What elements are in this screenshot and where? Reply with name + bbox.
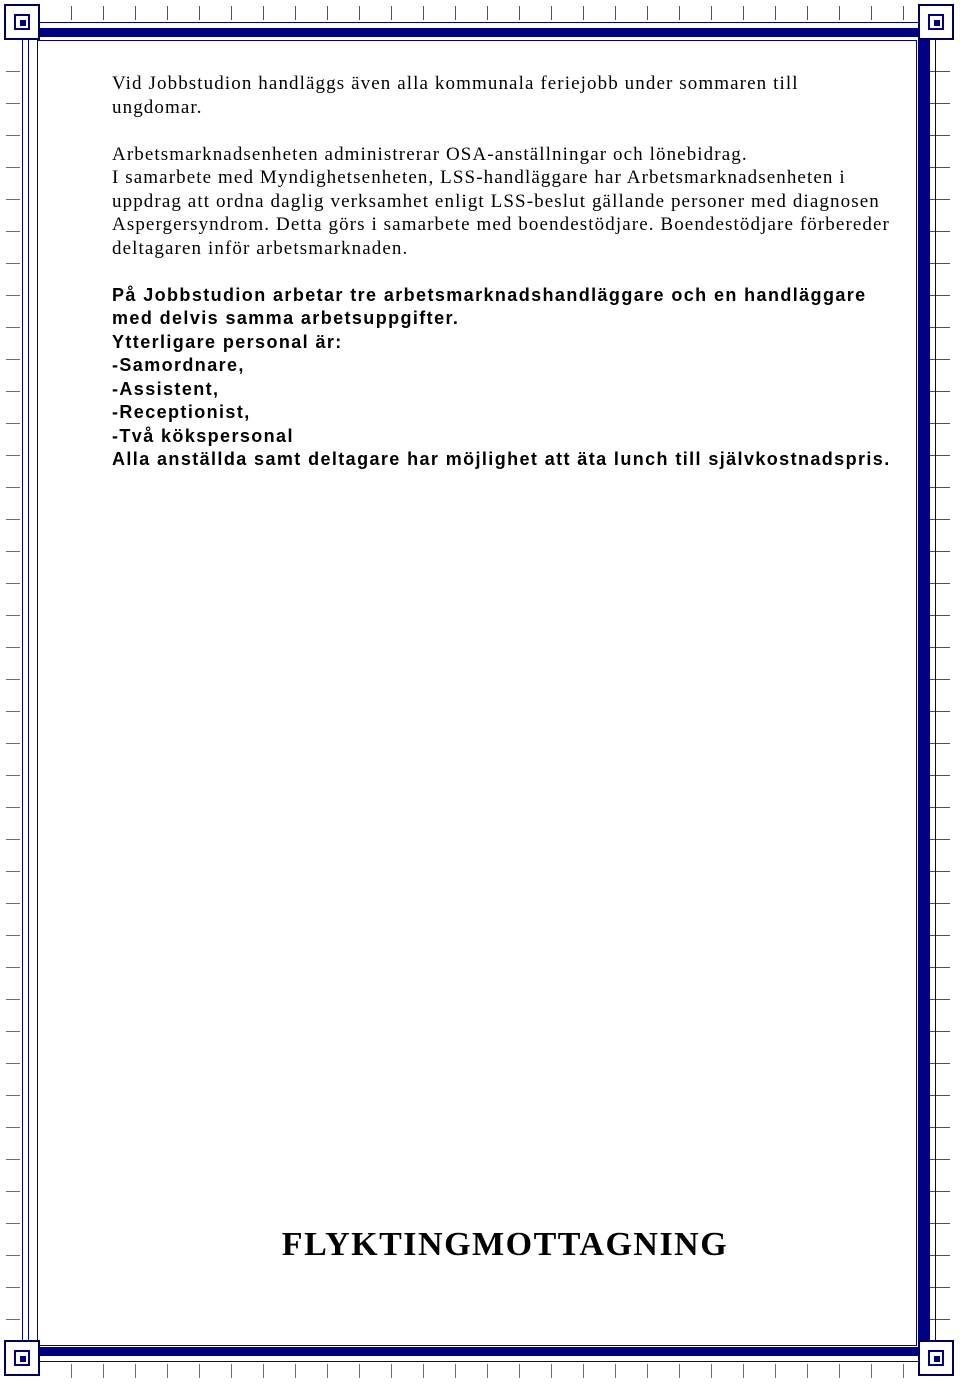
frame-border-top bbox=[40, 6, 920, 20]
list-item: -Assistent, bbox=[112, 378, 220, 399]
paragraph-lss: I samarbete med Myndighetsenheten, LSS-handläggare har Arbetsmarknadsenheten i uppdrag att ordna daglig verksamhet enligt LSS-beslut gällande personer med diagnosen Aspergersyndrom. Detta görs i samarbete med boendestödjare. Boendestödjare förbereder deltagaren inför arbetsmarknaden. bbox=[112, 167, 890, 259]
section-heading-text: FLYKTINGMOTTAGNING bbox=[281, 1226, 729, 1263]
frame-corner-top-right bbox=[918, 4, 954, 40]
paragraph-feriejobb: Vid Jobbstudion handläggs även alla kommunala feriejobb under sommaren till ungdomar. bbox=[112, 73, 799, 118]
paragraph-staff: På Jobbstudion arbetar tre arbetsmarknadshandläggare och en handläggare med delvis samma arbetsuppgifter. bbox=[112, 284, 867, 328]
body-text bbox=[112, 72, 892, 472]
list-item: -Två kökspersonal bbox=[112, 425, 294, 446]
frame-corner-top-left bbox=[4, 4, 40, 40]
frame-border-bottom bbox=[40, 1364, 920, 1378]
list-item: -Samordnare, bbox=[112, 355, 245, 375]
frame-corner-bottom-right bbox=[918, 1340, 954, 1376]
section-heading bbox=[0, 1226, 960, 1264]
frame-corner-bottom-left bbox=[4, 1340, 40, 1376]
paragraph-additional-staff: Ytterligare personal är: bbox=[112, 331, 343, 352]
paragraph-lunch: Alla anställda samt deltagare har möjlighet att äta lunch till självkostnadspris. bbox=[112, 449, 891, 469]
paragraph-osa: Arbetsmarknadsenheten administrerar OSA-anställningar och lönebidrag. bbox=[112, 143, 748, 165]
frame-border-left bbox=[6, 40, 20, 1346]
list-item: -Receptionist, bbox=[112, 402, 251, 422]
